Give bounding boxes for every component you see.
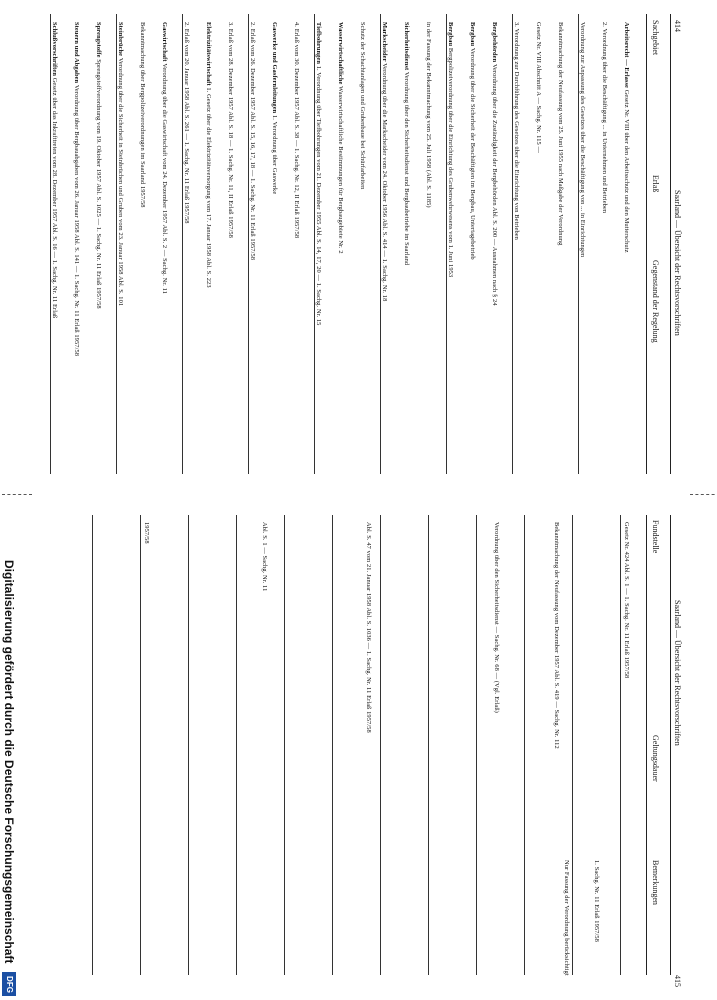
entry-line [579,22,586,257]
entry-heading: Steinbrüche [117,22,124,58]
col-head-bemerkungen: Bemerkungen [651,860,660,905]
entry-line [249,22,256,260]
entry-line [491,22,498,306]
entry-line [337,22,344,254]
entry-heading: Gaswirtschaft [161,22,168,64]
running-head-right: Saarland — Übersicht der Rechtsvorschriften [673,600,682,746]
right-rule [524,515,525,975]
right-entry-line: Bekanntmachung der Neufassung vom Dezember 1957 Abl. S. 419 — Sachg. Nr. 112 [553,522,560,749]
entry-text: in der Fassung der Bekanntmachung vom 25. Juli 1958 (Abl. S. 1185) [425,22,432,208]
entry-text: Bekanntmachung über Bergpolizeiverordnungen im Saarland 1957/58 [139,22,146,208]
entry-heading: Bergbehörden [491,22,498,64]
entry-text: 4. Erlaß vom 30. Dezember 1957 Abl. S. 38 — 1. Sachg. Nr. 12, II Erlaß 1957/58 [293,22,300,239]
entry-text: 3. Erlaß vom 28. Dezember 1957 Abl. S. 18 — 1. Sachg. Nr. 11, II Erlaß 1957/58 [227,22,234,238]
right-rule [284,515,285,975]
entry-line [359,22,366,189]
entry-line [293,22,300,238]
right-rule [332,515,333,975]
entry-heading: Gaswerke und Gasfernleitungen [271,22,278,116]
right-note: 1. Sachg. Nr. 11 Erlaß 1957/58 [593,860,600,942]
col-head-erlass: Erlaß [651,175,660,193]
entry-rule [446,14,447,474]
entry-line [403,22,410,265]
entry-heading: Schlußvorschriften [51,22,58,78]
entry-line [447,22,454,277]
entry-text: Sprengstoffverordnung vom 19. Oktober 1957 Abl. S. 1025 — 1. Sachg. Nr. 11 Erlaß 1957/58 [95,59,102,309]
entry-rule [314,14,315,474]
page-separator-left [2,494,32,495]
header-rule-left-2 [646,14,647,474]
page-separator-right [690,494,717,495]
entry-line [139,22,146,208]
entry-text: Gesetz Nr. VIII Abschnitt A — Sachg. Nr. 115 — [535,22,542,153]
right-entry-line: Verordnung über den Sicherheitsdienst — Sachg. Nr. 68 — (Vgl. Erlaß) [493,522,500,713]
header-rule-right [670,515,671,975]
col-head-sachgebiet: Sachgebiet [651,20,660,56]
right-rule [188,515,189,975]
entry-line [535,22,542,153]
entry-rule [182,14,183,474]
entry-rule [50,14,51,474]
entry-heading: Sicherheitsdienst [403,22,410,72]
entry-line [227,22,234,238]
right-rule [428,515,429,975]
right-entry-line: Abl. S. 47 vom 21. Januar 1958 Abl. S. 1036 — 1. Sachg. Nr. 11 Erlaß 1957/58 [365,522,372,733]
entry-line [381,22,388,301]
entry-heading: Tiefbohrungen [315,22,322,66]
entry-text: 2. Verordnung über die Beschäftigung ... in Unternehmen und Betrieben [601,22,608,214]
entry-text: 1. Verordnung über Gaswerke [271,115,278,195]
right-rule [236,515,237,975]
entry-text: Schutz der Schachtanlagen und Grubenbaue bei Schürfarbeiten [359,22,366,190]
col-head-fundstelle: Fundstelle [651,520,660,554]
entry-line [601,22,608,213]
right-rule [92,515,93,975]
entry-text: Gesetz Nr. VIII über den Arbeitsschutz und den Mutterschutz [623,89,630,253]
entry-line [51,22,58,318]
col-head-gegenstand: Gegenstand der Regelung [651,260,660,343]
right-note: Nur Fassung der Verordnung berücksichtigt [563,860,570,976]
entry-heading: Arbeitsrecht — Erlasse [623,22,630,90]
right-rule [620,515,621,975]
entry-heading: Wasserwirtschaftliche [337,22,344,87]
entry-line [95,22,102,309]
entry-text: Verordnung über die Zuständigkeit der Bergbehörden Abl. S. 200 — Ausnahmen nach § 24 [491,63,498,306]
entry-text: Verordnung über Bergbauabgaben vom 26. Januar 1958 Abl. S. 141 — 1. Sachg. Nr. 11 Erlaß 1957/58 [73,84,80,357]
entry-text: Gesetz über das Inkrafttreten vom 28. Dezember 1957 Abl. S. 16 — 1. Sachg. Nr. 11 Erlaß [51,77,58,319]
header-rule-right-2 [646,515,647,975]
entry-text: Verordnung über die Sicherheit der Beschäftigten im Bergbau, Untertagebetrieb [469,47,476,260]
header-rule-left [670,14,671,474]
col-head-geltungsdauer: Geltungsdauer [651,735,660,782]
entry-heading: Bergbau [469,22,476,48]
dfg-logo [2,972,16,996]
entry-line [469,22,476,260]
entry-rule [380,14,381,474]
right-rule [476,515,477,975]
dfg-funding-banner: Digitalisierung gefördert durch die Deutsche Forschungsgemeinschaft [2,560,16,964]
entry-line [425,22,432,208]
right-rule [380,515,381,975]
entry-text: Verordnung über die Sicherheit in Steinbrüchen und Gruben vom 23. Januar 1958 Abl. S. 101 [117,57,124,307]
entry-line [271,22,278,194]
entry-line [183,22,190,224]
right-entry-line: 1957/58 [143,522,150,544]
right-rule [140,515,141,975]
entry-text: 1. Verordnung über Tiefbohrungen vom 21. Dezember 1955 Abl. S. 14, 17, 20 — 1. Sachg. Nr. 15 [315,65,322,326]
entry-line [161,22,168,294]
entry-line [117,22,124,306]
entry-heading: Sprengstoffe [95,22,102,60]
entry-text: 2. Erlaß vom 26. Dezember 1957 Abl. S. 15, 16, 17, 18 — 1. Sachg. Nr. 11 Erlaß 1957/58 [249,22,256,261]
entry-heading: Steuern und Abgaben [73,22,80,85]
entry-rule [578,14,579,474]
entry-line [73,22,80,356]
entry-text: Wasserwirtschaftliche Bestimmungen für Bergbaugebiete Nr. 2 [337,86,344,254]
entry-text: Verordnung über die Gaswirtschaft vom 24. Dezember 1957 Abl. S. 2 — Sachg. Nr. 11 [161,63,168,294]
entry-text: 2. Erlaß vom 20. Januar 1958 Abl. S. 261 — 1. Sachg. Nr. 11 Erlaß 1957/58 [183,22,190,224]
entry-line [557,22,564,245]
entry-heading: Bergbau [447,22,454,48]
entry-line [315,22,322,325]
entry-text: Bergpolizeiverordnung über die Einrichtung des Grubenwehrwesens vom 1. Juni 1953 [447,47,454,278]
running-head-left: Saarland — Übersicht der Rechtsvorschriften [673,190,682,336]
page-number-right: 415 [673,975,682,987]
right-entry-line: Abl. S. 1 — Sachg. Nr. 11 [261,522,268,592]
entry-line [205,22,212,288]
entry-line [513,22,520,240]
entry-heading: Elektrizitätswirtschaft [205,22,212,88]
entry-text: Verordnung über den Sicherheitsdienst und Bergbaubetriebe im Saarland [403,71,410,266]
entry-text: 1. Gesetz über die Elektrizitätsversorgung vom 17. Januar 1958 Abl. S. 223 [205,87,212,288]
entry-line [623,22,630,253]
entry-text: 3. Verordnung zur Durchführung des Gesetzes über die Einrichtung von Betrieben [513,22,520,240]
right-rule [572,515,573,975]
entry-text: Verordnung zur Anpassung des Gesetzes über die Beschäftigung von ... in Einrichtungen [579,22,586,258]
dfg-logo-text: DFG [4,975,14,993]
right-entry-line: Gesetz Nr. 424 Abl. S. 1 — 1. Sachg. Nr. 11 Erlaß 1957/58 [623,522,630,679]
entry-rule [248,14,249,474]
page-number-left: 414 [673,20,682,32]
entry-heading: Markscheider [381,22,388,64]
entry-text: Verordnung über die Markscheider vom 24. Oktober 1956 Abl. S. 414 — 1. Sachg. Nr. 18 [381,63,388,302]
entry-text: Bekanntmachung der Neufassung vom 25. Juni 1955 nach Maßgabe der Verordnung [557,22,564,246]
entry-rule [116,14,117,474]
entry-rule [512,14,513,474]
